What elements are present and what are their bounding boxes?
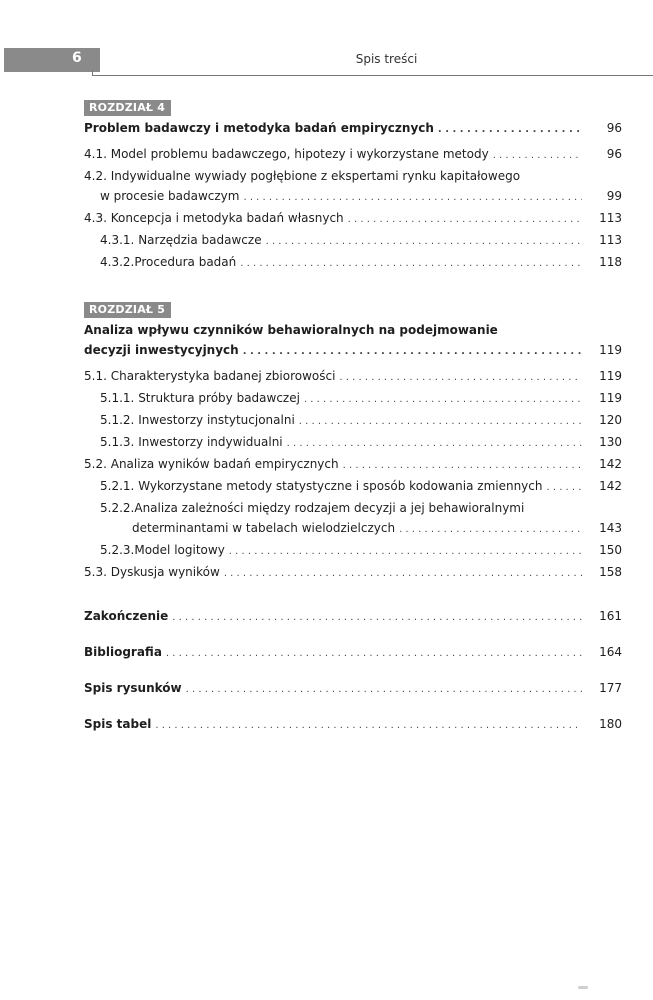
leader-dots [304, 392, 582, 408]
entry-title: Procedura badań [134, 255, 237, 269]
leader-dots [243, 190, 582, 206]
entry-number: 4.3.2. [100, 255, 135, 269]
toc-backmatter-spis-tabel[interactable] [84, 716, 622, 734]
leader-dots [172, 610, 582, 626]
page-ref: 130 [599, 435, 622, 449]
leader-dots [166, 646, 582, 662]
toc-entry[interactable] [84, 390, 622, 408]
page-number: 6 [72, 50, 82, 66]
page-ref: 96 [606, 147, 622, 161]
leader-dots [243, 344, 582, 360]
page-ref: 142 [599, 479, 622, 493]
page-ref: 119 [599, 369, 622, 383]
entry-number: 5.2. [84, 457, 107, 471]
entry-title-cont: w procesie badawczym [100, 189, 240, 203]
toc-entry[interactable] [84, 542, 622, 560]
toc-entry[interactable] [84, 210, 622, 228]
toc-backmatter-spis-rysunkow[interactable] [84, 680, 622, 698]
entry-title: Model logitowy [134, 543, 225, 557]
header-rule [92, 75, 653, 76]
entry-title: Dyskusja wyników [110, 565, 220, 579]
entry-number: 5.3. [84, 565, 107, 579]
toc-entry[interactable] [84, 146, 622, 164]
page-ref: 142 [599, 457, 622, 471]
leader-dots [399, 522, 582, 538]
leader-dots [339, 370, 582, 386]
toc-entry[interactable] [84, 254, 622, 272]
page-ref: 120 [599, 413, 622, 427]
leader-dots [287, 436, 582, 452]
entry-number: 4.3.1. [100, 233, 135, 247]
toc-entry-line1[interactable] [84, 168, 622, 184]
table-of-contents [84, 96, 622, 734]
entry-number: 4.2. [84, 169, 107, 183]
toc-entry[interactable] [84, 188, 622, 206]
page-ref: 150 [599, 543, 622, 557]
entry-title: Koncepcja i metodyka badań własnych [110, 211, 344, 225]
toc-entry[interactable] [84, 368, 622, 386]
entry-number: 5.2.2. [100, 501, 135, 515]
toc-entry[interactable] [84, 412, 622, 430]
page-ref: 119 [599, 343, 622, 357]
chapter-title-cont: decyzji inwestycyjnych [84, 343, 239, 357]
chapter-4-label: ROZDZIAŁ 4 [84, 100, 171, 116]
entry-number: 5.2.3. [100, 543, 135, 557]
entry-number: 5.1.3. [100, 435, 135, 449]
page-ref: 118 [599, 255, 622, 269]
entry-number: 4.3. [84, 211, 107, 225]
entry-title: Analiza wyników badań empirycznych [110, 457, 339, 471]
leader-dots [493, 148, 582, 164]
leader-dots [224, 566, 582, 582]
page-ref: 177 [599, 681, 622, 695]
leader-dots [348, 212, 582, 228]
page-ref: 119 [599, 391, 622, 405]
entry-title: Narzędzia badawcze [138, 233, 262, 247]
entry-title-cont: determinantami w tabelach wielodzielczych [132, 521, 396, 535]
leader-dots [229, 544, 582, 560]
entry-title: Bibliografia [84, 645, 162, 659]
entry-title: Inwestorzy instytucjonalni [138, 413, 295, 427]
toc-entry[interactable] [84, 564, 622, 582]
page-ref: 143 [599, 521, 622, 535]
page-ref: 113 [599, 211, 622, 225]
leader-dots [299, 414, 582, 430]
page-ref: 113 [599, 233, 622, 247]
page-ref: 96 [606, 121, 622, 135]
toc-backmatter-zakonczenie[interactable] [84, 608, 622, 626]
entry-title: Zakończenie [84, 609, 169, 623]
entry-title: Analiza zależności między rodzajem decyzji a jej behawioralnymi [134, 501, 525, 515]
entry-title: Charakterystyka badanej zbiorowości [110, 369, 336, 383]
entry-title: Wykorzystane metody statystyczne i sposób kodowania zmiennych [138, 479, 543, 493]
chapter-title: Problem badawczy i metodyka badań empirycznych [84, 121, 434, 135]
entry-title: Spis tabel [84, 717, 152, 731]
toc-entry[interactable] [84, 520, 622, 538]
entry-title: Indywidualne wywiady pogłębione z ekspertami rynku kapitałowego [110, 169, 521, 183]
toc-entry[interactable] [84, 232, 622, 250]
page-ref: 164 [599, 645, 622, 659]
toc-entry[interactable] [84, 478, 622, 496]
toc-entry[interactable] [84, 434, 622, 452]
toc-entry[interactable] [84, 456, 622, 474]
entry-title: Spis rysunków [84, 681, 182, 695]
leader-dots [155, 718, 582, 734]
toc-backmatter-bibliografia[interactable] [84, 644, 622, 662]
entry-number: 5.1.1. [100, 391, 135, 405]
entry-number: 4.1. [84, 147, 107, 161]
running-header: Spis treści [355, 52, 418, 66]
leader-dots [438, 122, 582, 138]
leader-dots [186, 682, 582, 698]
chapter-5-title-line1[interactable]: Analiza wpływu czynników behawioralnych na podejmowanie [84, 323, 498, 337]
entry-number: 5.1.2. [100, 413, 135, 427]
entry-title: Inwestorzy indywidualni [138, 435, 283, 449]
chapter-4-title-row[interactable] [84, 120, 622, 138]
entry-title: Struktura próby badawczej [138, 391, 300, 405]
scan-smudge [578, 986, 588, 989]
leader-dots [343, 458, 582, 474]
page-ref: 180 [599, 717, 622, 731]
page-ref: 158 [599, 565, 622, 579]
chapter-5-title-row[interactable] [84, 342, 622, 360]
entry-number: 5.2.1. [100, 479, 135, 493]
page-ref: 99 [606, 189, 622, 203]
chapter-5-label: ROZDZIAŁ 5 [84, 302, 171, 318]
toc-entry-line1[interactable] [84, 500, 622, 516]
entry-number: 5.1. [84, 369, 107, 383]
leader-dots [266, 234, 582, 250]
page-ref: 161 [599, 609, 622, 623]
entry-title: Model problemu badawczego, hipotezy i wykorzystane metody [110, 147, 489, 161]
leader-dots [240, 256, 582, 272]
leader-dots [546, 480, 582, 496]
